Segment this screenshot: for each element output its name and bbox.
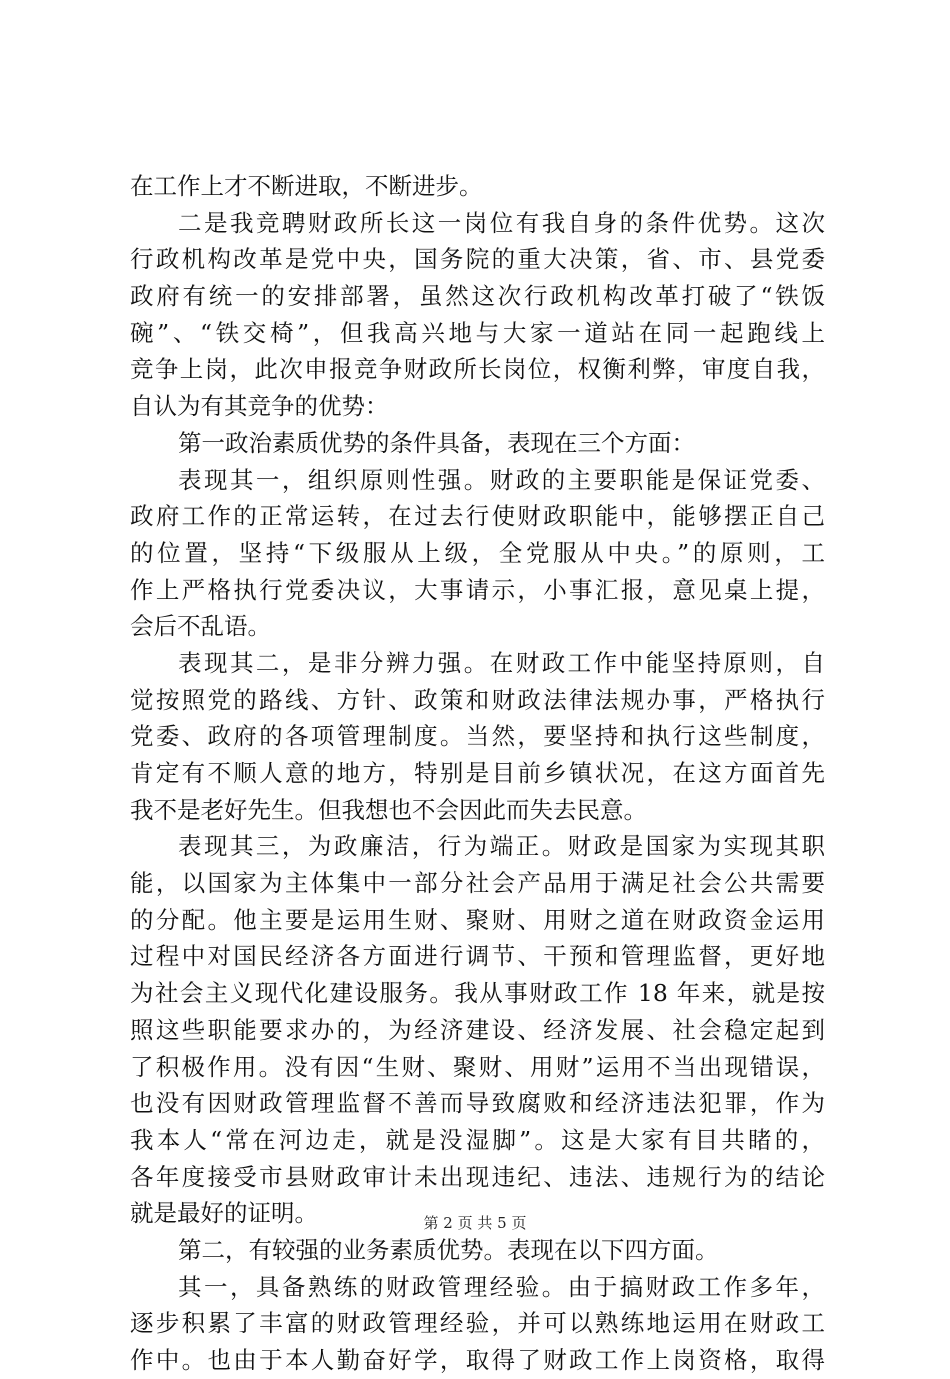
text-line: 表现其一，组织原则性强。财政的主要职能是保证党委、	[178, 465, 825, 494]
text-line: 照这些职能要求办的，为经济建设、经济发展、社会稳定起到	[130, 1015, 825, 1044]
text-line: 也没有因财政管理监督不善而导致腐败和经济违法犯罪，作为	[130, 1089, 825, 1118]
text-line: 就是最好的证明。	[130, 1199, 318, 1228]
text-line: 各年度接受市县财政审计未出现违纪、违法、违规行为的结论	[130, 1162, 825, 1191]
text-line: 第一政治素质优势的条件具备，表现在三个方面：	[178, 428, 695, 457]
text-line: 碗”、“铁交椅”，但我高兴地与大家一道站在同一起跑线上	[130, 318, 825, 347]
text-line: 能，以国家为主体集中一部分社会产品用于满足社会公共需要	[130, 869, 825, 898]
text-line: 为社会主义现代化建设服务。我从事财政工作 18 年来，就是按	[130, 979, 825, 1008]
document-body	[130, 168, 825, 1379]
text-line: 作上严格执行党委决议，大事请示，小事汇报，意见桌上提，	[130, 575, 825, 604]
text-line: 二是我竞聘财政所长这一岗位有我自身的条件优势。这次	[178, 208, 825, 237]
text-line: 逐步积累了丰富的财政管理经验，并可以熟练地运用在财政工	[130, 1309, 825, 1338]
text-line: 在工作上才不断进取，不断进步。	[130, 172, 483, 200]
text-line: 作中。也由于本人勤奋好学，取得了财政工作上岗资格，取得	[130, 1346, 825, 1374]
text-line: 会后不乱语。	[130, 612, 271, 641]
text-line: 自认为有其竞争的优势：	[130, 392, 389, 421]
text-line: 肯定有不顺人意的地方，特别是目前乡镇状况，在这方面首先	[130, 759, 825, 787]
text-line: 了积极作用。没有因“生财、聚财、用财”运用不当出现错误，	[130, 1052, 825, 1081]
text-line: 其一，具备熟练的财政管理经验。由于搞财政工作多年，	[178, 1272, 825, 1301]
text-line: 政府工作的正常运转，在过去行使财政职能中，能够摆正自己	[130, 502, 825, 531]
text-line: 我不是老好先生。但我想也不会因此而失去民意。	[130, 795, 647, 824]
text-line: 觉按照党的路线、方针、政策和财政法律法规办事，严格执行	[130, 685, 825, 714]
page-number-footer: 第 2 页 共 5 页	[423, 1214, 527, 1232]
text-line: 党委、政府的各项管理制度。当然，要坚持和执行这些制度，	[130, 722, 825, 751]
text-line: 竞争上岗，此次申报竞争财政所长岗位，权衡利弊，审度自我，	[130, 355, 825, 384]
text-line: 我本人“常在河边走，就是没湿脚”。这是大家有目共睹的，	[130, 1125, 825, 1154]
text-line: 行政机构改革是党中央，国务院的重大决策，省、市、县党委	[130, 245, 825, 274]
text-line: 表现其三，为政廉洁，行为端正。财政是国家为实现其职	[178, 832, 825, 861]
text-line: 政府有统一的安排部署，虽然这次行政机构改革打破了“铁饭	[130, 282, 825, 311]
text-line: 表现其二，是非分辨力强。在财政工作中能坚持原则，自	[178, 648, 825, 677]
text-line: 的位置，坚持“下级服从上级，全党服从中央。”的原则，工	[130, 538, 825, 567]
text-line: 过程中对国民经济各方面进行调节、干预和管理监督，更好地	[130, 942, 825, 971]
text-line: 的分配。他主要是运用生财、聚财、用财之道在财政资金运用	[130, 905, 825, 934]
text-line: 第二，有较强的业务素质优势。表现在以下四方面。	[178, 1235, 719, 1264]
